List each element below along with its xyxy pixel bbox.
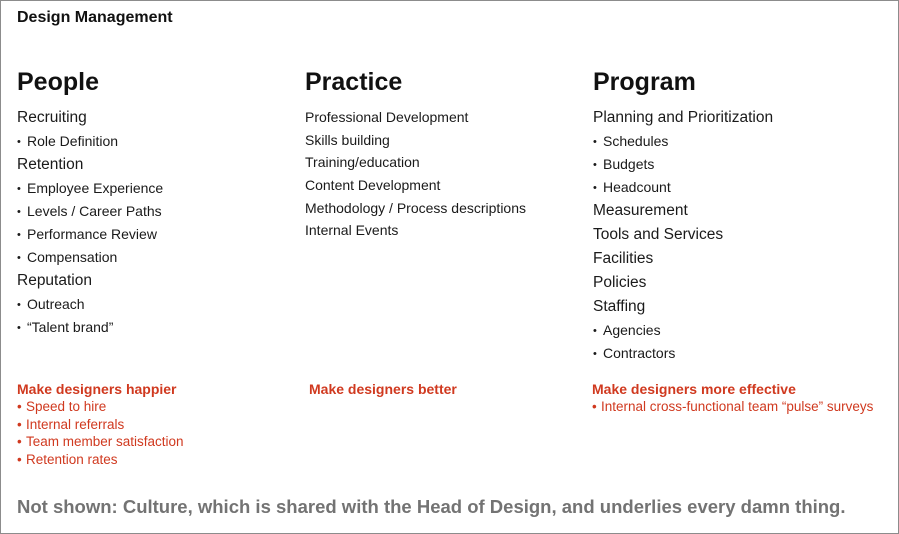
column-items	[593, 106, 893, 365]
goal-metrics	[17, 398, 287, 468]
column-items	[305, 106, 575, 242]
column-heading: Practice	[305, 68, 403, 96]
column-people	[17, 67, 287, 339]
goal-metric: • Internal cross-functional team “pulse” surveys	[592, 398, 897, 416]
list-item: Staffing	[593, 298, 646, 315]
column-items	[17, 106, 287, 339]
goal-metric: • Internal referrals	[17, 416, 287, 434]
goal-practice	[309, 380, 579, 398]
sub-item: • Performance Review	[17, 223, 287, 246]
column-practice	[305, 67, 575, 242]
list-item: Measurement	[593, 202, 688, 219]
sub-item: • Contractors	[593, 342, 893, 365]
goal-title: Make designers more effective	[592, 381, 796, 397]
list-item: Internal Events	[305, 222, 399, 239]
sub-item: • Agencies	[593, 319, 893, 342]
goal-people	[17, 380, 287, 468]
list-item: Tools and Services	[593, 226, 724, 243]
list-item: Retention	[17, 156, 84, 173]
sub-item: • Levels / Career Paths	[17, 200, 287, 223]
sub-item: • “Talent brand”	[17, 316, 287, 339]
list-item: Policies	[593, 274, 647, 291]
list-item: Facilities	[593, 250, 654, 267]
column-program	[593, 67, 893, 365]
list-item: Recruiting	[17, 109, 87, 126]
list-item: Reputation	[17, 272, 92, 289]
goal-metric: • Team member satisfaction	[17, 433, 287, 451]
sub-item: • Employee Experience	[17, 177, 287, 200]
slide-title: Design Management	[17, 9, 173, 26]
goal-program	[592, 380, 897, 416]
footer-note: Not shown: Culture, which is shared with the Head of Design, and underlies every damn thing.	[17, 496, 846, 517]
sub-item: • Role Definition	[17, 130, 287, 153]
list-item: Methodology / Process descriptions	[305, 199, 526, 216]
sub-item: • Budgets	[593, 153, 893, 176]
column-heading: Program	[593, 68, 696, 96]
sub-item: • Schedules	[593, 130, 893, 153]
list-item: Planning and Prioritization	[593, 109, 774, 126]
list-item: Content Development	[305, 177, 441, 194]
list-item: Training/education	[305, 154, 420, 171]
column-heading: People	[17, 68, 99, 96]
goal-title: Make designers better	[309, 381, 457, 397]
goal-metric: • Retention rates	[17, 451, 287, 469]
goal-title: Make designers happier	[17, 381, 177, 397]
goal-metrics	[592, 398, 897, 416]
list-item: Professional Development	[305, 109, 469, 125]
sub-item: • Headcount	[593, 176, 893, 199]
goal-metric: • Speed to hire	[17, 398, 287, 416]
list-item: Skills building	[305, 131, 390, 148]
sub-item: • Outreach	[17, 293, 287, 316]
sub-item: • Compensation	[17, 246, 287, 269]
